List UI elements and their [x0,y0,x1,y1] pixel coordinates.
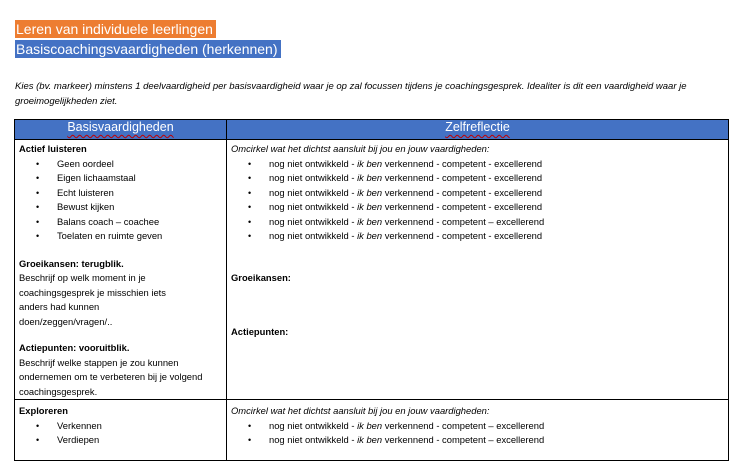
list-item: • Verkennen [19,419,222,434]
skill-title: Exploreren [19,405,68,416]
scale-item[interactable]: • nog niet ontwikkeld - ik ben verkennend - competent - excellerend [231,157,724,172]
subskill-list [19,157,222,244]
skill-cell [15,140,227,400]
reflection-cell [227,140,729,400]
list-item: • Bewust kijken [19,200,222,215]
column-header-basisvaardigheden: Basisvaardigheden [15,120,227,140]
skill-title: Actief luisteren [19,143,87,154]
scale-item[interactable]: • nog niet ontwikkeld - ik ben verkennend - competent – excellerend [231,215,724,230]
subskill-list [19,419,222,448]
list-item: • Echt luisteren [19,186,222,201]
scale-item[interactable]: • nog niet ontwikkeld - ik ben verkennend - competent - excellerend [231,200,724,215]
intro-text: Kies (bv. markeer) minstens 1 deelvaardigheid per basisvaardigheid waar je op zal focussen tijdens je coachingsgesprek. Idealiter is dit een vaardigheid waar je groeimogelijkheden ziet. [15,81,687,107]
reflection-prompt: Omcirkel wat het dichtst aansluit bij jou en jouw vaardigheden: [231,405,490,416]
scale-item[interactable]: • nog niet ontwikkeld - ik ben verkennend - competent – excellerend [231,433,724,448]
reflection-prompt: Omcirkel wat het dichtst aansluit bij jou en jouw vaardigheden: [231,143,490,154]
growth-description: Beschrijf op welk moment in je coachingsgesprek je misschien iets anders had kunnen doen/zeggen/vragen/.. [19,272,166,327]
reflection-cell [227,400,729,461]
table-row [15,140,729,400]
scale-item[interactable]: • nog niet ontwikkeld - ik ben verkennend - competent - excellerend [231,171,724,186]
document-subtitle: Basiscoachingsvaardigheden (herkennen) [15,40,281,58]
skill-cell [15,400,227,461]
table-row [15,400,729,461]
growth-label: Groeikansen: [231,272,291,283]
column-header-zelfreflectie: Zelfreflectie [227,120,729,140]
action-label: Actiepunten: [231,326,289,337]
growth-title: Groeikansen: terugblik. [19,257,124,269]
list-item: • Balans coach – coachee [19,215,222,230]
scale-item[interactable]: • nog niet ontwikkeld - ik ben verkennend - competent – excellerend [231,419,724,434]
list-item: • Eigen lichaamstaal [19,171,222,186]
document-title: Leren van individuele leerlingen [15,20,216,38]
list-item: • Geen oordeel [19,157,222,172]
scale-item[interactable]: • nog niet ontwikkeld - ik ben verkennend - competent - excellerend [231,229,724,244]
action-description: Beschrijf welke stappen je zou kunnen ondernemen om te verbeteren bij je volgend coachingsgesprek. [19,356,203,397]
scale-list [231,157,724,244]
skills-table [14,119,729,461]
action-title: Actiepunten: vooruitblik. [19,342,130,353]
table-header-row [15,120,729,140]
list-item: • Toelaten en ruimte geven [19,229,222,244]
scale-list [231,419,724,448]
scale-item[interactable]: • nog niet ontwikkeld - ik ben verkennend - competent - excellerend [231,186,724,201]
list-item: • Verdiepen [19,433,222,448]
